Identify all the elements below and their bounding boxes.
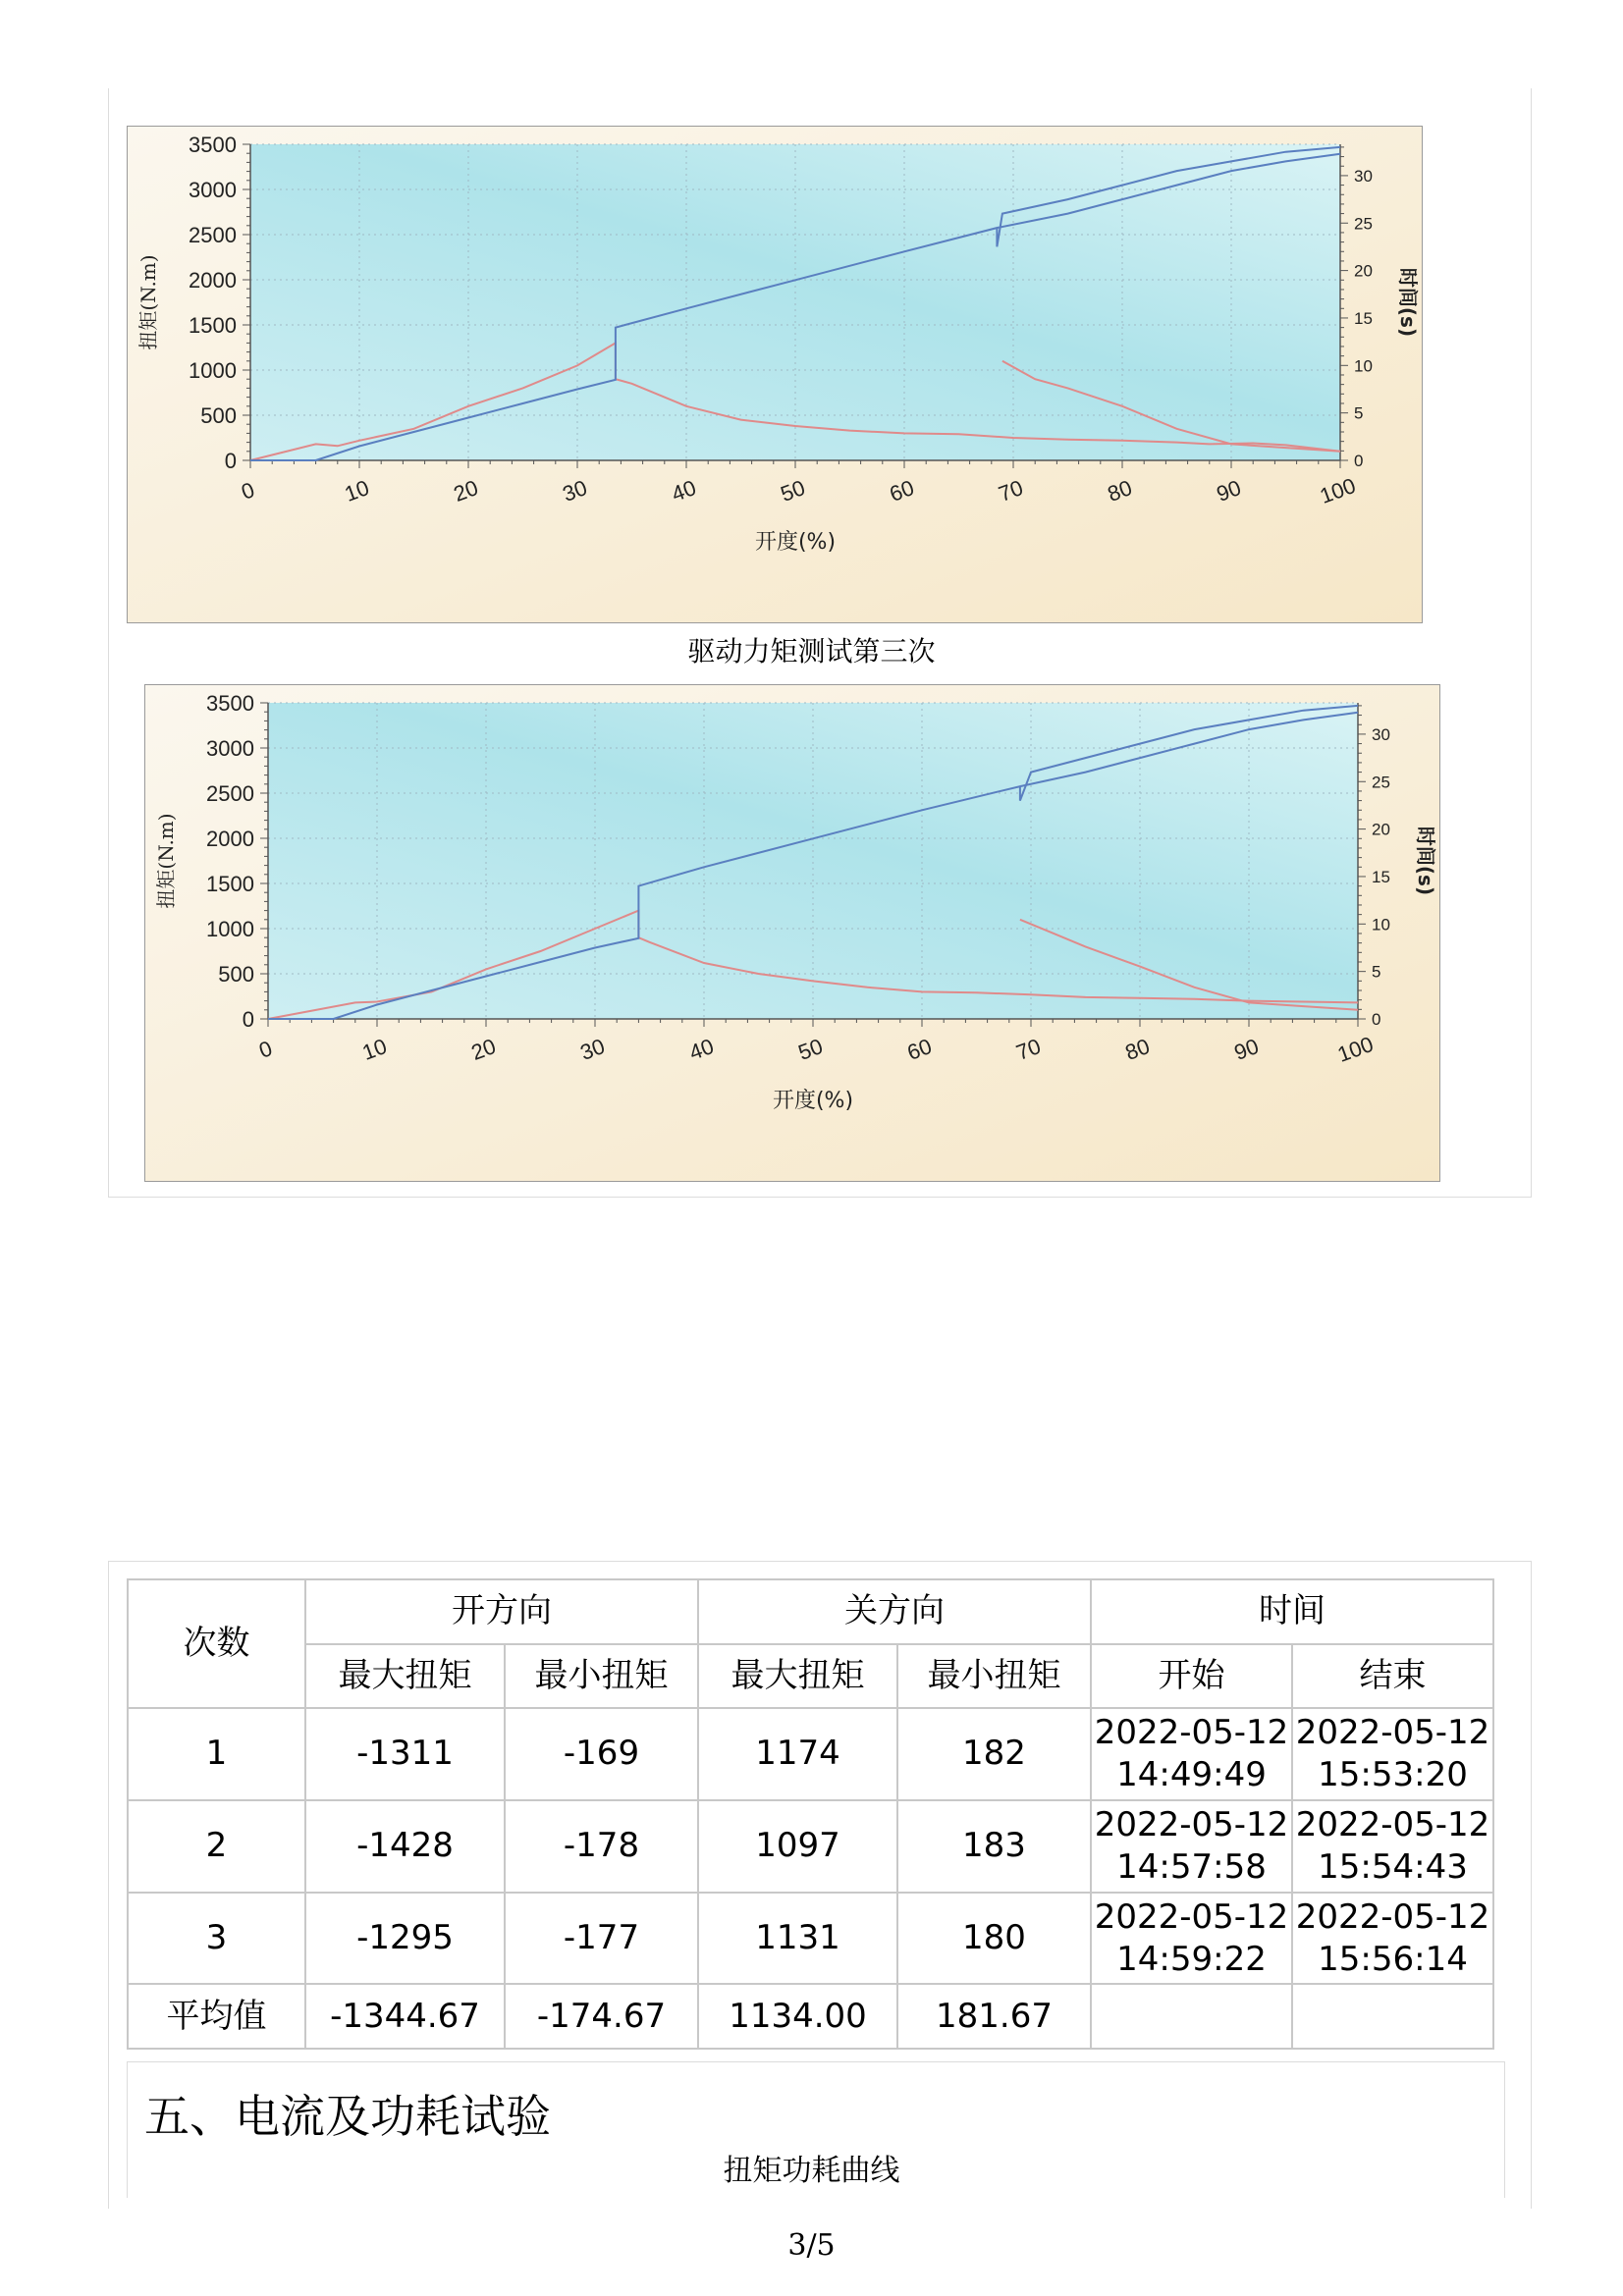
header-open-direction: 开方向 (305, 1579, 698, 1644)
table-row-average (128, 1984, 1493, 2049)
end-time: 15:56:14 (1318, 1939, 1468, 1979)
cell-avg-open-min: -174.67 (505, 1984, 698, 2049)
x-axis-label: 开度(%) (754, 530, 837, 555)
y-left-tick-label: 1000 (206, 917, 254, 941)
end-time: 15:53:20 (1318, 1754, 1468, 1794)
y-right-tick-label: 30 (1354, 166, 1373, 186)
y-right-tick-label: 5 (1354, 403, 1364, 423)
cell-avg-open-max: -1344.67 (305, 1984, 505, 2049)
y-left-tick-label: 0 (242, 1007, 254, 1032)
y-left-tick-label: 3000 (189, 178, 237, 202)
end-date: 2022-05-12 (1295, 1712, 1490, 1752)
start-time: 14:49:49 (1116, 1754, 1267, 1794)
start-time: 14:57:58 (1116, 1846, 1267, 1887)
y-left-tick-label: 1000 (189, 358, 237, 383)
cell-avg-close-min: 181.67 (897, 1984, 1091, 2049)
cell-close-min: 183 (897, 1800, 1091, 1893)
y-left-tick-label: 1500 (206, 872, 254, 896)
y-right-tick-label: 25 (1372, 773, 1390, 792)
header-open-min: 最小扭矩 (505, 1644, 698, 1709)
torque-chart-2 (144, 684, 1440, 1182)
x-tick-label: 0 (238, 477, 258, 505)
x-tick-label: 90 (1230, 1034, 1263, 1065)
x-tick-label: 70 (1012, 1034, 1045, 1065)
y-right-tick-label: 30 (1372, 724, 1390, 744)
cell-count: 1 (128, 1708, 305, 1800)
cell-open-max: -1311 (305, 1708, 505, 1800)
torque-chart-1-svg (128, 127, 1422, 622)
x-tick-label: 100 (1316, 472, 1359, 508)
x-tick-label: 50 (777, 475, 809, 507)
cell-open-max: -1428 (305, 1800, 505, 1893)
header-end: 结束 (1292, 1644, 1493, 1709)
section5-caption: 扭矩功耗曲线 (723, 2154, 900, 2188)
cell-start (1091, 1893, 1292, 1985)
y-left-axis-label: 扭矩(N.m) (154, 813, 178, 909)
cell-close-max: 1174 (698, 1708, 897, 1800)
end-date: 2022-05-12 (1295, 1804, 1490, 1844)
cell-close-max: 1097 (698, 1800, 897, 1893)
start-date: 2022-05-12 (1094, 1804, 1289, 1844)
header-open-max: 最大扭矩 (305, 1644, 505, 1709)
start-date: 2022-05-12 (1094, 1896, 1289, 1937)
y-right-tick-label: 5 (1372, 962, 1381, 982)
cell-close-min: 182 (897, 1708, 1091, 1800)
cell-open-min: -169 (505, 1708, 698, 1800)
y-left-tick-label: 1500 (189, 313, 237, 338)
cell-count: 3 (128, 1893, 305, 1985)
x-tick-label: 60 (886, 475, 918, 507)
y-right-tick-label: 10 (1354, 356, 1373, 376)
cell-end (1292, 1708, 1493, 1800)
cell-start (1091, 1708, 1292, 1800)
x-tick-label: 80 (1104, 475, 1136, 507)
header-close-max: 最大扭矩 (698, 1644, 897, 1709)
x-tick-label: 100 (1333, 1031, 1377, 1067)
x-axis-label: 开度(%) (772, 1089, 854, 1113)
y-left-tick-label: 3500 (206, 691, 254, 716)
cell-end (1292, 1800, 1493, 1893)
x-tick-label: 30 (559, 475, 591, 507)
y-left-tick-label: 500 (200, 403, 237, 428)
y-right-tick-label: 0 (1354, 452, 1364, 470)
x-tick-label: 20 (450, 475, 482, 507)
cell-end (1292, 1893, 1493, 1985)
x-tick-label: 90 (1213, 475, 1245, 507)
cell-close-min: 180 (897, 1893, 1091, 1985)
y-left-tick-label: 2500 (189, 223, 237, 247)
y-left-tick-label: 2000 (206, 827, 254, 851)
figure1-caption: 驱动力矩测试第三次 (687, 635, 936, 667)
header-time: 时间 (1091, 1579, 1493, 1644)
y-right-axis-label: 时间(s) (1414, 826, 1437, 896)
y-left-tick-label: 3000 (206, 736, 254, 761)
cell-start (1091, 1800, 1292, 1893)
table-row (128, 1800, 1493, 1893)
start-time: 14:59:22 (1116, 1939, 1267, 1979)
cell-close-max: 1131 (698, 1893, 897, 1985)
x-tick-label: 80 (1121, 1034, 1154, 1065)
page-number: 3/5 (787, 2228, 836, 2263)
cell-open-max: -1295 (305, 1893, 505, 1985)
y-right-tick-label: 20 (1372, 820, 1390, 839)
y-left-tick-label: 2000 (189, 268, 237, 293)
x-tick-label: 30 (576, 1034, 609, 1065)
x-tick-label: 70 (995, 475, 1027, 507)
torque-table (127, 1578, 1494, 2050)
section5-title: 五、电流及功耗试验 (144, 2090, 551, 2143)
end-time: 15:54:43 (1318, 1846, 1468, 1887)
y-right-tick-label: 15 (1372, 867, 1390, 886)
y-right-tick-label: 25 (1354, 214, 1373, 234)
x-tick-label: 60 (903, 1034, 936, 1065)
end-date: 2022-05-12 (1295, 1896, 1490, 1937)
x-tick-label: 50 (794, 1034, 827, 1065)
header-start: 开始 (1091, 1644, 1292, 1709)
y-right-tick-label: 10 (1372, 915, 1390, 934)
y-left-tick-label: 0 (224, 449, 237, 473)
y-right-tick-label: 0 (1372, 1010, 1381, 1029)
x-tick-label: 20 (467, 1034, 500, 1065)
cell-count: 2 (128, 1800, 305, 1893)
x-tick-label: 10 (358, 1034, 391, 1065)
y-left-tick-label: 2500 (206, 781, 254, 806)
x-tick-label: 40 (668, 475, 700, 507)
y-right-axis-label: 时间(s) (1396, 267, 1420, 338)
x-tick-label: 10 (341, 475, 373, 507)
cell-avg-label: 平均值 (128, 1984, 305, 2049)
y-left-tick-label: 500 (218, 962, 254, 987)
cell-avg-end (1292, 1984, 1493, 2049)
header-close-min: 最小扭矩 (897, 1644, 1091, 1709)
cell-open-min: -178 (505, 1800, 698, 1893)
cell-open-min: -177 (505, 1893, 698, 1985)
cell-avg-close-max: 1134.00 (698, 1984, 897, 2049)
y-left-axis-label: 扭矩(N.m) (136, 254, 160, 350)
header-count: 次数 (128, 1579, 305, 1708)
x-tick-label: 0 (255, 1036, 276, 1063)
torque-chart-2-svg (145, 685, 1439, 1181)
y-right-tick-label: 15 (1354, 308, 1373, 328)
table-row (128, 1708, 1493, 1800)
y-left-tick-label: 3500 (189, 133, 237, 157)
cell-avg-start (1091, 1984, 1292, 2049)
header-close-direction: 关方向 (698, 1579, 1091, 1644)
start-date: 2022-05-12 (1094, 1712, 1289, 1752)
torque-chart-1 (127, 126, 1423, 623)
x-tick-label: 40 (685, 1034, 718, 1065)
table-row (128, 1893, 1493, 1985)
y-right-tick-label: 20 (1354, 261, 1373, 281)
